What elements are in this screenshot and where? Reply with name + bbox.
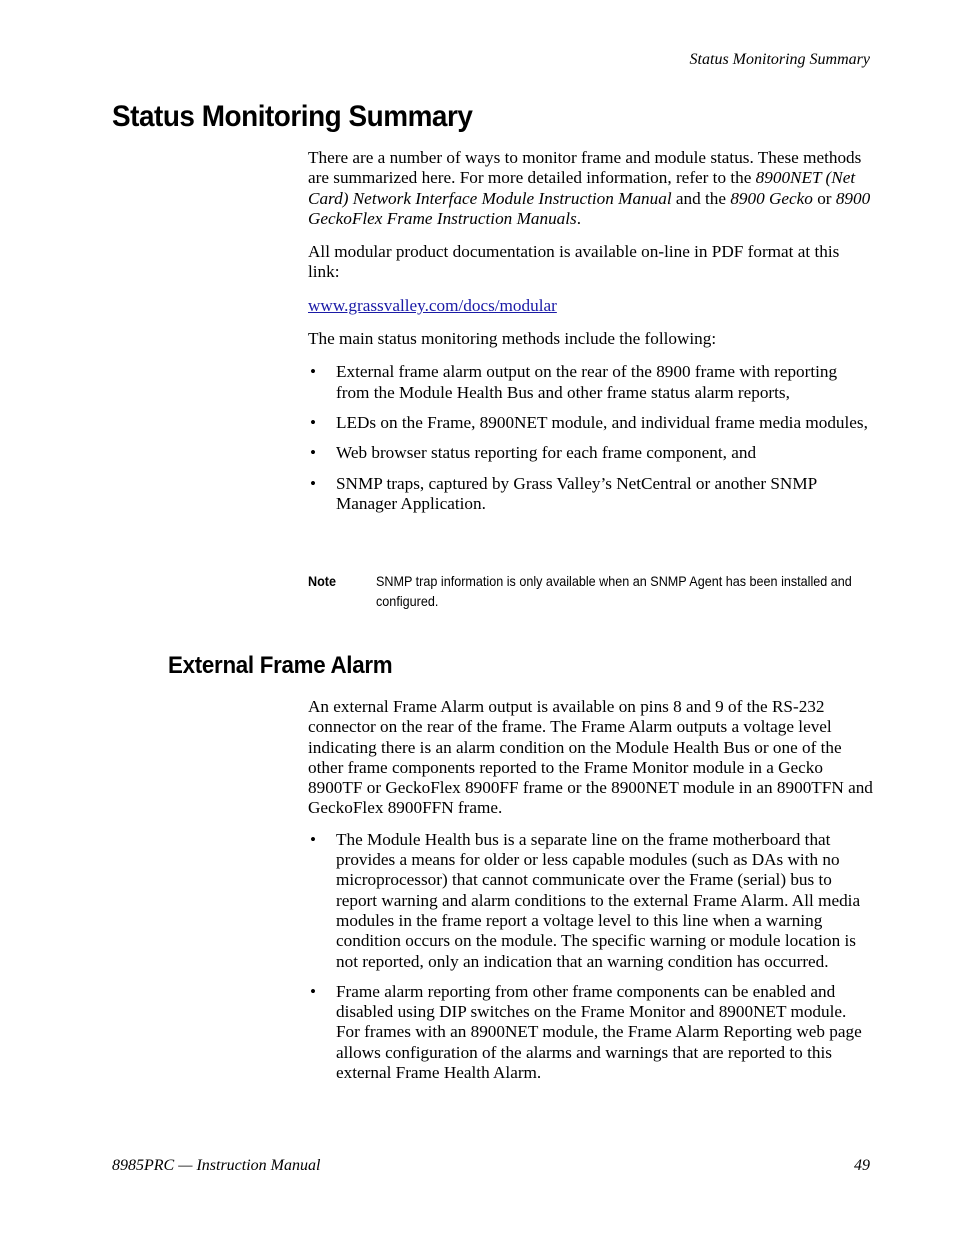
list-item: • LEDs on the Frame, 8900NET module, and individual frame media modules,: [308, 413, 874, 433]
list-item: • SNMP traps, captured by Grass Valley’s NetCentral or another SNMP Manager Application.: [308, 474, 874, 515]
docs-link[interactable]: www.grassvalley.com/docs/modular: [308, 295, 557, 315]
running-header: Status Monitoring Summary: [689, 51, 870, 68]
manual-reference: 8900NET (Net Card) Network Interface Module Instruction Manual: [308, 168, 856, 208]
frame-alarm-list: [308, 830, 874, 1084]
list-item: • External frame alarm output on the rear of the 8900 frame with reporting from the Module Health Bus and other frame status alarm reports,: [308, 362, 874, 403]
list-item: • Web browser status reporting for each frame component, and: [308, 443, 874, 463]
section1-body: [308, 148, 874, 514]
list-item: • Frame alarm reporting from other frame components can be enabled and disabled using DIP switches on the Frame Monitor and 8900NET module. For frames with an 8900NET module, the Frame Alarm Reporting web page allows configuration of the alarms and warnings that are reported to this external Frame Health Alarm.: [308, 982, 874, 1083]
note-text: SNMP trap information is only available when an SNMP Agent has been installed and configured.: [376, 573, 852, 609]
methods-intro: The main status monitoring methods include the following:: [308, 329, 717, 349]
section2-body: [308, 697, 874, 1083]
list-item: • The Module Health bus is a separate line on the frame motherboard that provides a means for older or less capable modules (such as DAs with no microprocessor) that cannot communicate over the Frame (serial) bus to report warning and alarm conditions to the external Frame Alarm. All media modules in the frame report a voltage level to this line when a warning condition occurs on the module. The specific warning or module location is not reported, only an indication that an warning condition has occurred.: [308, 830, 874, 972]
page-title: Status Monitoring Summary: [112, 100, 473, 133]
methods-list: [308, 362, 874, 514]
note-label: Note: [308, 573, 337, 589]
section-heading: External Frame Alarm: [168, 652, 393, 679]
footer-doc-title: 8985PRC — Instruction Manual: [112, 1157, 321, 1174]
docs-paragraph: All modular product documentation is available on-line in PDF format at this link:: [308, 242, 840, 282]
manual-reference: 8900 GeckoFlex Frame Instruction Manuals: [308, 188, 871, 228]
frame-alarm-paragraph: An external Frame Alarm output is available on pins 8 and 9 of the RS-232 connector on the rear of the frame. The Frame Alarm outputs a voltage level indicating there is an alarm condition on the Module Health Bus or one of the other frame components reported to the Frame Monitor module in a Gecko 8900TF or GeckoFlex 8900FF frame or the 8900NET module in an 8900TFN and GeckoFlex 8900FFN frame.: [308, 697, 873, 818]
manual-reference: 8900 Gecko: [730, 188, 813, 208]
page-number: 49: [854, 1157, 870, 1174]
note-box: [308, 572, 874, 611]
intro-paragraph: There are a number of ways to monitor frame and module status. These methods are summarized here. For more detailed information, refer to the 8900NET (Net Card) Network Interface Module Instruction Manual and the 8900 Gecko or 8900 GeckoFlex Frame Instruction Manuals.: [308, 148, 871, 228]
